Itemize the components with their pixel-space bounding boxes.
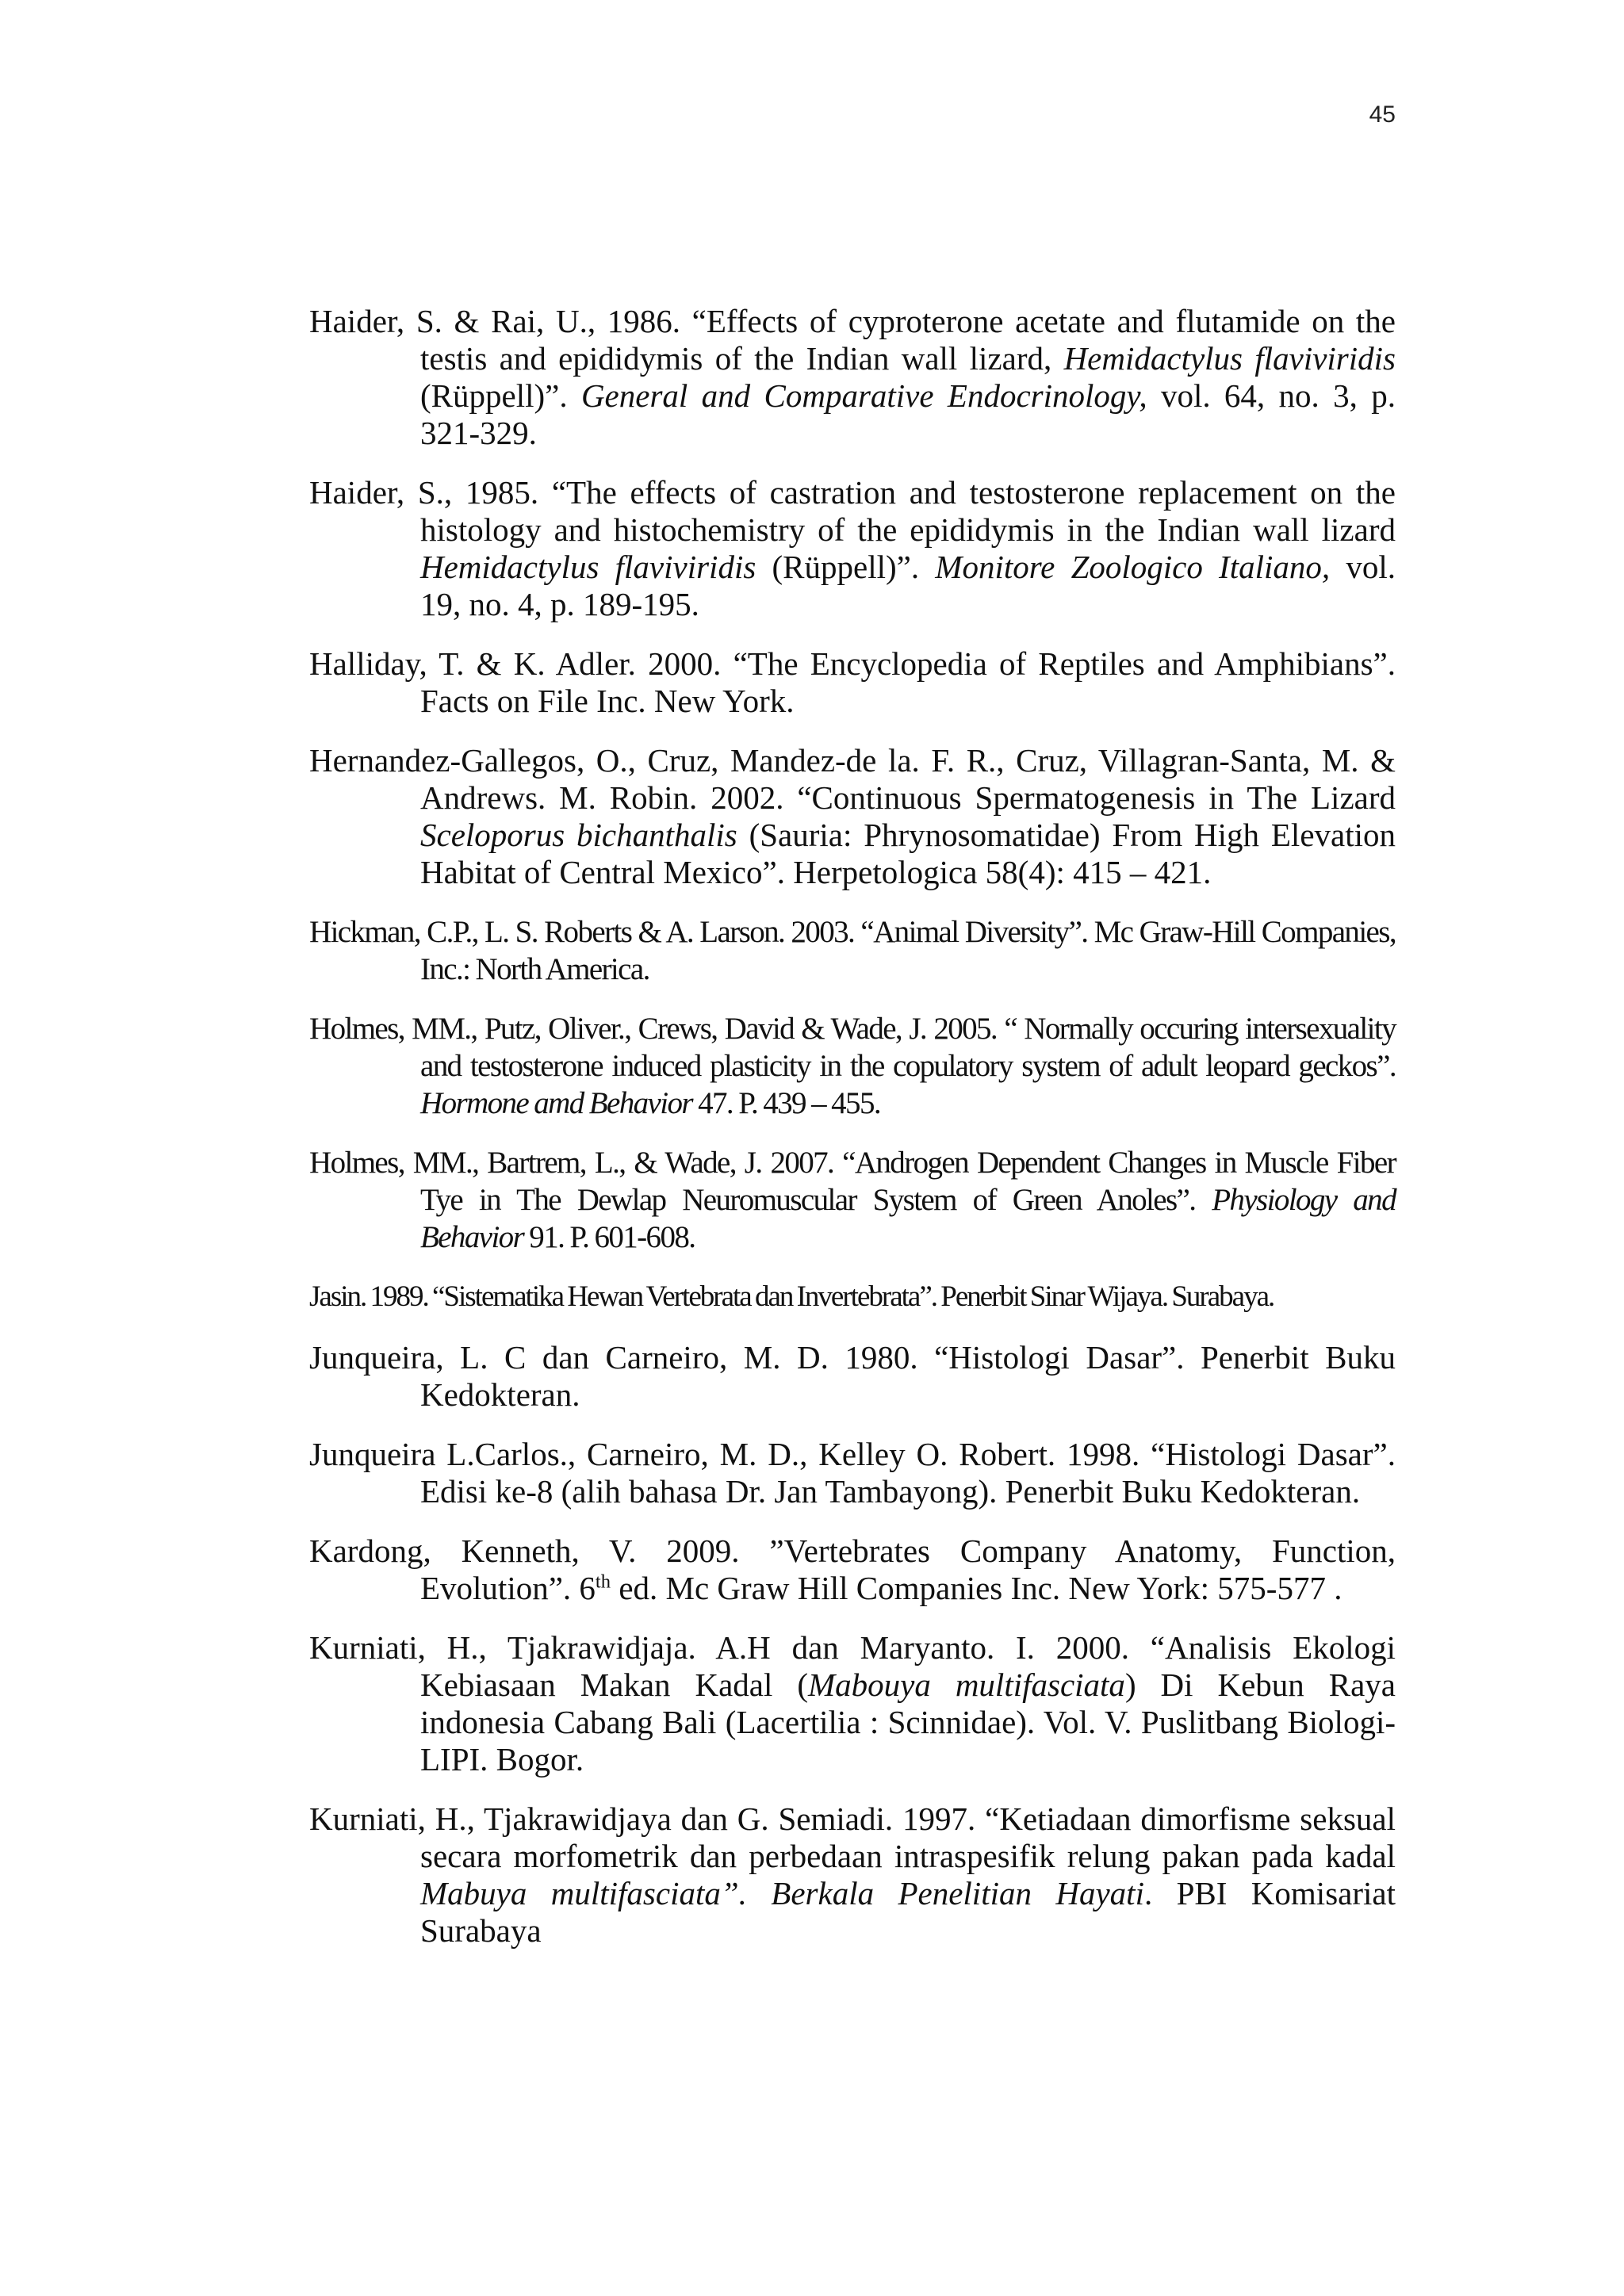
reference-journal: General and Comparative Endocrinology, (580, 377, 1147, 414)
reference-text: ) Di Kebun Raya indonesia Cabang Bali (Lacertilia : Scinnidae). Vol. V. Puslitbang Biologi- LIPI. Bogor. (420, 1667, 1396, 1777)
reference-holmes-2007 (309, 1144, 1396, 1256)
reference-italic: Hemidactylus flaviviridis (420, 549, 756, 585)
reference-italic: Hormone amd Behavior (420, 1086, 692, 1120)
reference-text: (Rüppell)”. (756, 549, 936, 585)
reference-italic: Hemidactylus flaviviridis (1063, 340, 1396, 377)
reference-italic: Sceloporus bichanthalis (420, 817, 737, 853)
reference-italic: Mabouya multifasciata (808, 1667, 1125, 1703)
reference-text: Kurniati, H., Tjakrawidjaja. A.H dan Maryanto. I. 2000. “Analisis Ekologi Kebiasaan Makan Kadal ( (309, 1629, 1396, 1703)
reference-text: Halliday, T. & K. Adler. 2000. “The Encyclopedia of Reptiles and Amphibians”. Facts on File Inc. New York. (309, 645, 1396, 719)
reference-text: Hernandez-Gallegos, O., Cruz, Mandez-de la. F. R., Cruz, Villagran-Santa, M. & Andrews. M. Robin. 2002. “Continuous Spermatogenesis in The Lizard (309, 742, 1396, 816)
page-number: 45 (1369, 101, 1396, 128)
reference-text: 47. P. 439 – 455. (691, 1086, 881, 1120)
reference-text: Kardong, Kenneth, V. 2009. ”Vertebrates Company Anatomy, Function, Evolution”. 6 (309, 1533, 1396, 1606)
reference-text: Jasin. 1989. “Sistematika Hewan Vertebrata dan Invertebrata”. Penerbit Sinar Wijaya. Surabaya. (309, 1280, 1274, 1313)
reference-jasin-1989 (309, 1278, 1396, 1315)
reference-text: vol. 19, no. 4, p. 189‐195. (420, 549, 1396, 622)
reference-holmes-2005 (309, 1010, 1396, 1122)
reference-list (309, 303, 1396, 1950)
reference-text: 91. P. 601-608. (523, 1220, 695, 1254)
reference-text: Haider, S. & Rai, U., 1986. “Effects of cyproterone acetate and flutamide on the testis and epididymis of the Indian wall lizard, (309, 303, 1396, 377)
reference-text: Holmes, MM., Bartrem, L., & Wade, J. 2007. “Androgen Dependent Changes in Muscle Fiber Tye in The Dewlap Neuromuscular System of Green Anoles”. (309, 1146, 1396, 1217)
reference-text: Hickman, C.P., L. S. Roberts & A. Larson. 2003. “Animal Diversity”. Mc Graw-Hill Companies, Inc.: North America. (309, 915, 1396, 986)
reference-kardong-2009 (309, 1533, 1396, 1607)
reference-kurniati-1997 (309, 1800, 1396, 1950)
reference-text: . PBI Komisariat Surabaya (420, 1875, 1396, 1949)
reference-haider-1985 (309, 474, 1396, 623)
reference-text: Haider, S., 1985. “The effects of castration and testosterone replacement on the histology and histochemistry of the epididymis in the Indian wall lizard (309, 474, 1396, 548)
reference-text: ed. Mc Graw Hill Companies Inc. New York: 575-577 . (611, 1570, 1342, 1606)
reference-junqueira-1980 (309, 1339, 1396, 1414)
reference-halliday-2000 (309, 645, 1396, 720)
reference-haider-rai-1986 (309, 303, 1396, 452)
reference-italic: Mabuya multifasciata”. Berkala Penelitian Hayati (420, 1875, 1144, 1911)
reference-journal: Monitore Zoologico Italiano, (935, 549, 1331, 585)
reference-kurniati-2000 (309, 1629, 1396, 1778)
reference-superscript: th (595, 1571, 611, 1593)
reference-text: (Sauria: Phrynosomatidae) From High Elevation Habitat of Central Mexico”. Herpetologica 58(4): 415 – 421. (420, 817, 1396, 890)
reference-italic: Physiology and Behavior (420, 1183, 1396, 1254)
reference-text: (Rüppell)”. (420, 377, 581, 414)
reference-text: Kurniati, H., Tjakrawidjaya dan G. Semiadi. 1997. “Ketiadaan dimorfisme seksual secara morfometrik dan perbedaan intraspesifik relung pakan pada kadal (309, 1800, 1396, 1874)
reference-text: Holmes, MM., Putz, Oliver., Crews, David & Wade, J. 2005. “ Normally occuring intersexuality and testosterone induced plasticity in the copulatory system of adult leopard geckos”. (309, 1012, 1396, 1083)
reference-text: vol. 64, no. 3, p. 321-329. (420, 377, 1396, 451)
reference-text: Junqueira, L. C dan Carneiro, M. D. 1980. “Histologi Dasar”. Penerbit Buku Kedokteran. (309, 1339, 1396, 1413)
reference-text: Junqueira L.Carlos., Carneiro, M. D., Kelley O. Robert. 1998. “Histologi Dasar”. Edisi ke-8 (alih bahasa Dr. Jan Tambayong). Penerbit Buku Kedokteran. (309, 1436, 1396, 1510)
reference-hickman-2003 (309, 913, 1396, 988)
reference-junqueira-1998 (309, 1436, 1396, 1510)
reference-hernandez-gallegos-2002 (309, 742, 1396, 891)
